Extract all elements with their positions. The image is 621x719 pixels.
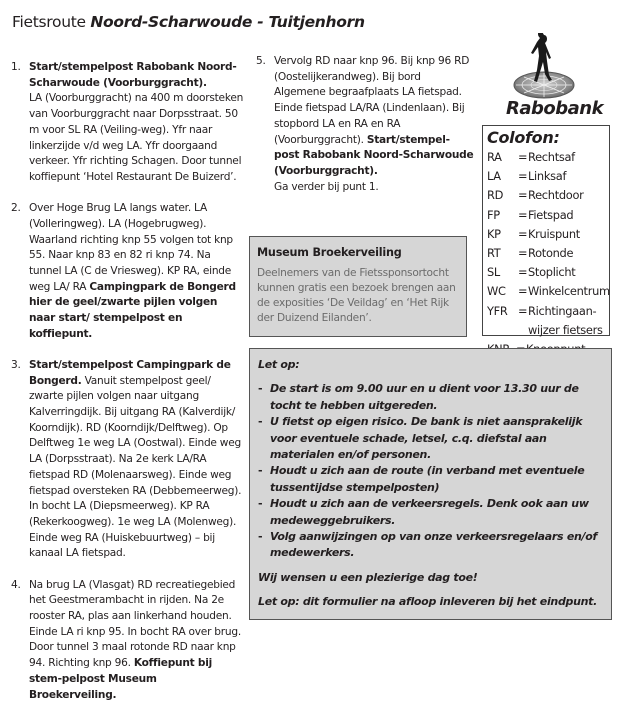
step-number: 3. (11, 358, 21, 371)
museum-title: Museum Broekerveiling (257, 246, 402, 259)
legend-equals: = (518, 303, 528, 318)
step-text: Over Hoge Brug LA langs water. LA (Volleringweg). LA (Hogebrugweg). Waarland richting knp 55 volgen tot knp 55. Naar knp 83 en 82 ri knp 74. Na tunnel LA (C de Vriesweg). KP RA, einde weg LA/ RA (29, 202, 233, 293)
step-highlight: Campingpark de Bongerd hier de geel/zwarte pijlen volgen naar start/ stempelpost en koffiepunt. (29, 280, 236, 340)
legend-row (487, 186, 609, 205)
step-number: 4. (11, 578, 21, 591)
step-number: 2. (11, 202, 21, 215)
colofon-legend (482, 125, 610, 336)
legend-equals: = (518, 246, 528, 261)
legend-equals-blank (518, 321, 528, 340)
rabobank-logo-icon (506, 33, 582, 101)
notice-item-text: U fietst op eigen risico. De bank is niet aansprakelijk voor eventuele schade, letsel, c.q. diefstal aan materialen en/of personen. (270, 415, 583, 462)
legend-equals: = (518, 226, 528, 241)
title-prefix: Fietsroute (12, 13, 91, 31)
legend-row (487, 206, 609, 225)
notice-item-text: De start is om 9.00 uur en u dient voor 13.30 uur de tocht te hebben uitgereden. (270, 382, 579, 412)
legend-meaning: wijzer fietsers (528, 322, 603, 337)
legend-row (487, 282, 609, 301)
notice-item-text: Volg aanwijzingen op van onze verkeersregelaars en/of medewerkers. (270, 530, 597, 560)
step-text: Vervolg RD naar knp 96. Bij knp 96 RD (Oostelijkerandweg). Bij bord Algemene begraafplaats LA fietspad. Einde fietspad LA/RA (Lindenlaan). Bij stopbord LA en RA en RA (Voorburggracht). (274, 55, 470, 146)
notice-box (249, 348, 612, 620)
title-route: Noord-Scharwoude - Tuitjenhorn (90, 13, 365, 31)
step-continue: Ga verder bij punt 1. (274, 180, 379, 193)
legend-meaning: Fietspad (528, 207, 574, 222)
legend-abbr: RD (487, 188, 504, 203)
legend-meaning: Rechtsaf (528, 150, 575, 164)
bullet-dash: - (258, 415, 263, 429)
step-text: Na brug LA (Vlasgat) RD recreatiegebied het Geestmerambacht in rijden. Na 2e rooster RA, plas aan linkerhand houden. Einde LA ri knp 95. In bocht RA over brug. Door tunnel 3 maal rotonde RD naar knp 94. Richting knp 96. (29, 578, 241, 670)
legend-row-continued (487, 321, 609, 340)
museum-text: Deelnemers van de Fietssponsortocht kunnen gratis een bezoek brengen aan de exposities ‘De Veildag’ en ‘Het Rijk der Duizend Eilanden’. (257, 267, 456, 324)
notice-wish: Wij wensen u een plezierige dag toe! (258, 570, 478, 584)
legend-meaning: Kruispunt (528, 226, 580, 241)
legend-abbr: FP (487, 207, 500, 222)
legend-row (487, 225, 609, 244)
legend-equals: = (518, 265, 528, 280)
route-steps-left (9, 60, 245, 719)
legend-abbr-blank (487, 321, 518, 340)
notice-item (258, 496, 603, 529)
legend-row (487, 167, 609, 186)
legend-row (487, 148, 609, 167)
step-number: 5. (256, 55, 266, 67)
legend-equals: = (518, 169, 528, 184)
legend-equals: = (518, 284, 528, 299)
legend-meaning: Rechtdoor (528, 188, 584, 203)
legend-abbr: YFR (487, 303, 508, 318)
legend-meaning: Linksaf (528, 169, 567, 184)
legend-meaning: Richtingaan- (528, 303, 597, 318)
legend-abbr: WC (487, 284, 506, 299)
bullet-dash: - (258, 464, 263, 478)
legend-row (487, 302, 609, 321)
route-step-4 (9, 578, 245, 704)
notice-item (258, 381, 603, 414)
route-step-2 (9, 201, 245, 342)
step-heading: Start/stempelpost Campingpark de Bongerd. (29, 358, 231, 387)
legend-meaning: Winkelcentrum (528, 284, 610, 299)
step-heading: Start/stempelpost Rabobank Noord-Scharwoude (Voorburggracht). (29, 61, 237, 89)
legend-abbr: RA (487, 150, 502, 164)
bullet-dash: - (258, 497, 263, 511)
step-highlight: Start/stempel-post Rabobank Noord-Scharwoude (Voorburggracht). (274, 133, 474, 177)
legend-row (487, 263, 609, 282)
page-title (12, 13, 365, 31)
step-text: Vanuit stempelpost geel/ zwarte pijlen volgen naar uitgang Kalverringdijk. Bij uitgang RA (Kalverdijk/ Koorndijk). RD (Koorndijk/Delftweg). Op Delftweg 1e weg LA (Oostwal). Einde weg LA (Dorpsstraat). Na 2e kerk LA/RA fietspad RD (Molenaarsweg). Einde weg fietspad oversteken RA (Debbemeerweg). In bocht LA (Diepsmeerweg). KP RA (Rekerkoogweg). 1e weg LA (Molenweg). Einde weg RA (Huiskebuurtweg) – bij kanaal LA fietspad. (29, 374, 242, 560)
notice-item (258, 529, 603, 562)
legend-abbr: KP (487, 226, 501, 241)
colofon-title: Colofon: (487, 128, 560, 147)
legend-abbr: SL (487, 265, 500, 280)
legend-equals: = (518, 188, 528, 203)
notice-final: Let op: dit formulier na afloop inleveren bij het eindpunt. (258, 595, 597, 609)
notice-list (258, 381, 603, 561)
route-step-3 (9, 358, 245, 562)
legend-abbr: LA (487, 169, 501, 184)
step-highlight: Koffiepunt bij stem-pelpost Museum Broekerveiling. (29, 657, 212, 701)
brand-name: Rabobank (506, 98, 604, 119)
notice-item-text: Houdt u zich aan de route (in verband met eventuele tussentijdse stempelposten) (270, 464, 585, 494)
museum-info-box (249, 236, 467, 337)
notice-item-text: Houdt u zich aan de verkeersregels. Denk ook aan uw medeweggebruikers. (270, 497, 589, 527)
step-text: LA (Voorburggracht) na 400 m doorsteken van Voorburggracht naar Dorpsstraat. 50 m voor SL RA (Veiling-weg). Yfr naar linkerzijde v/d weg LA. Yfr doorgaand verkeer. Yfr richting Schagen. Door tunnel koffiepunt ‘Hotel Restaurant De Buizerd’. (29, 92, 244, 183)
legend-meaning: Stoplicht (528, 265, 576, 280)
legend-equals: = (518, 207, 528, 222)
bullet-dash: - (258, 382, 263, 396)
bullet-dash: - (258, 530, 263, 544)
legend-abbr: RT (487, 246, 501, 261)
legend-meaning: Rotonde (528, 246, 574, 261)
legend-row (487, 244, 609, 263)
step-number: 1. (11, 61, 21, 73)
notice-heading: Let op: (258, 358, 300, 371)
legend-equals: = (518, 150, 528, 164)
route-step-1 (9, 60, 245, 186)
route-steps-right (254, 54, 474, 211)
notice-item (258, 463, 603, 496)
notice-item (258, 414, 603, 463)
route-step-5 (254, 54, 474, 195)
